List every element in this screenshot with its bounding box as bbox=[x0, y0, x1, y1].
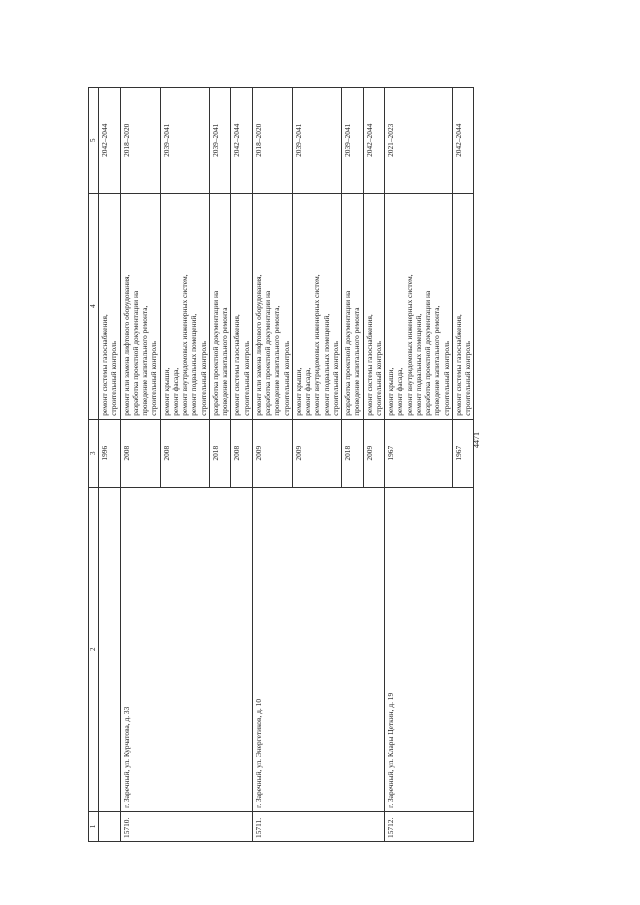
work-item: ремонт или замена лифтового оборудования, bbox=[121, 274, 131, 416]
work-item: ремонт системы газоснабжения, bbox=[453, 314, 463, 416]
year-cell: 2009 bbox=[252, 419, 292, 487]
work-item: ремонт подвальных помещений, bbox=[321, 313, 331, 416]
work-item: строительный контроль bbox=[281, 340, 291, 416]
work-item: строительный контроль bbox=[149, 340, 159, 416]
work-item: строительный контроль bbox=[441, 340, 451, 416]
period-cell: 2042–2044 bbox=[363, 88, 385, 194]
year-cell: 2009 bbox=[363, 419, 385, 487]
work-item: ремонт подвальных помещений, bbox=[413, 313, 423, 416]
work-item: строительный контроль bbox=[198, 340, 208, 416]
year-cell: 1996 bbox=[99, 419, 121, 487]
period-cell: 2039–2041 bbox=[292, 88, 341, 194]
work-item: строительный контроль bbox=[241, 340, 251, 416]
period-cell: 2018–2020 bbox=[120, 88, 160, 194]
work-item: строительный контроль bbox=[109, 340, 119, 416]
header-col-5: 5 bbox=[89, 88, 99, 194]
year-cell: 2018 bbox=[342, 419, 364, 487]
work-item: ремонт подвальных помещений, bbox=[189, 313, 199, 416]
row-number-cell: 15712. bbox=[385, 811, 474, 841]
works-cell bbox=[385, 193, 453, 419]
year-cell: 2009 bbox=[292, 419, 341, 487]
works-cell bbox=[120, 193, 160, 419]
work-item: разработка проектной документации на bbox=[423, 290, 432, 416]
repair-schedule-table-frame bbox=[88, 87, 578, 842]
work-item: ремонт системы газоснабжения, bbox=[232, 314, 242, 416]
work-item: разработка проектной документации на bbox=[210, 290, 220, 416]
works-cell bbox=[452, 193, 474, 419]
work-item: проведение капитального ремонта bbox=[352, 307, 362, 416]
work-item: строительный контроль bbox=[330, 340, 340, 416]
work-item: ремонт внутридомовых инженерных систем, bbox=[404, 274, 414, 416]
period-cell: 2039–2041 bbox=[209, 88, 231, 194]
row-number-cell: 15711. bbox=[252, 811, 384, 841]
period-cell: 2042–2044 bbox=[99, 88, 121, 194]
works-cell bbox=[252, 193, 292, 419]
work-item: проведение капитального ремонта, bbox=[272, 305, 282, 416]
year-cell: 2008 bbox=[160, 419, 209, 487]
works-cell bbox=[231, 193, 253, 419]
works-cell bbox=[363, 193, 385, 419]
work-item: ремонт фасада, bbox=[303, 367, 312, 416]
period-cell: 2021–2023 bbox=[385, 88, 453, 194]
header-col-3: 3 bbox=[89, 419, 99, 487]
address-cell: г. Заречный, ул. Клары Цеткин, д. 19 bbox=[385, 487, 474, 811]
work-item: ремонт системы газоснабжения, bbox=[364, 314, 374, 416]
period-cell: 2039–2041 bbox=[160, 88, 209, 194]
work-item: ремонт фасада, bbox=[170, 367, 180, 416]
year-cell: 1967 bbox=[385, 419, 453, 487]
work-item: разработка проектной документации на bbox=[130, 290, 140, 416]
work-item: ремонт крыши, bbox=[161, 367, 171, 416]
work-item: ремонт крыши, bbox=[386, 367, 395, 416]
header-row bbox=[89, 88, 99, 842]
address-cell: г. Заречный, ул. Энергетиков, д. 10 bbox=[252, 487, 384, 811]
header-col-1: 1 bbox=[89, 811, 99, 841]
header-col-4: 4 bbox=[89, 193, 99, 419]
works-cell bbox=[292, 193, 341, 419]
work-item: ремонт внутридомовых инженерных систем, bbox=[180, 274, 189, 416]
work-item: ремонт внутридомовых инженерных систем, bbox=[312, 274, 322, 416]
work-item: ремонт крыши, bbox=[293, 367, 303, 416]
work-item: строительный контроль bbox=[373, 340, 383, 416]
header-col-2: 2 bbox=[89, 487, 99, 811]
period-cell: 2042–2044 bbox=[231, 88, 253, 194]
year-cell: 2018 bbox=[209, 419, 231, 487]
work-item: ремонт фасада, bbox=[395, 367, 405, 416]
works-cell bbox=[99, 193, 121, 419]
repair-schedule-table bbox=[88, 87, 474, 842]
address-cell bbox=[99, 487, 121, 811]
table-row bbox=[120, 88, 160, 842]
works-cell bbox=[160, 193, 209, 419]
address-cell: г. Заречный, ул. Курчатова, д. 33 bbox=[120, 487, 252, 811]
row-number-cell: 15710. bbox=[120, 811, 252, 841]
year-cell: 2008 bbox=[120, 419, 160, 487]
work-item: ремонт или замена лифтового оборудования, bbox=[253, 274, 263, 416]
works-cell bbox=[342, 193, 364, 419]
table-row bbox=[99, 88, 121, 842]
work-item: разработка проектной документации на bbox=[343, 290, 352, 416]
table-row bbox=[252, 88, 292, 842]
period-cell: 2018–2020 bbox=[252, 88, 292, 194]
period-cell: 2039–2041 bbox=[342, 88, 364, 194]
year-cell: 1967 bbox=[452, 419, 474, 487]
works-cell bbox=[209, 193, 231, 419]
year-cell: 2008 bbox=[231, 419, 253, 487]
work-item: ремонт системы газоснабжения, bbox=[100, 314, 109, 416]
table-row bbox=[385, 88, 453, 842]
page-number: 4471 bbox=[472, 432, 481, 448]
work-item: проведение капитального ремонта bbox=[220, 307, 229, 416]
work-item: проведение капитального ремонта, bbox=[140, 305, 149, 416]
period-cell: 2042–2044 bbox=[452, 88, 474, 194]
work-item: проведение капитального ремонта, bbox=[432, 305, 442, 416]
work-item: строительный контроль bbox=[463, 340, 472, 416]
row-number-cell bbox=[99, 811, 121, 841]
work-item: разработка проектной документации на bbox=[263, 290, 272, 416]
